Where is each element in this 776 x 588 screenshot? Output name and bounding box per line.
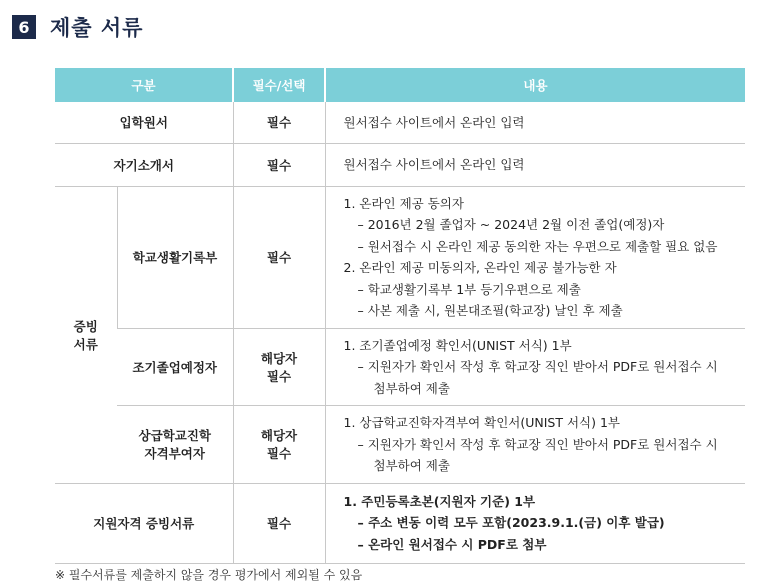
- table-header-row: [55, 68, 745, 102]
- content-line: – 2016년 2월 졸업자 ~ 2024년 2월 이전 졸업(예정)자: [357, 217, 665, 232]
- row-content: 원서접수 사이트에서 온라인 입력: [325, 102, 745, 143]
- footnote: ※ 필수서류를 제출하지 않을 경우 평가에서 제외될 수 있음: [55, 568, 363, 582]
- table-row: [55, 186, 745, 328]
- row-content: 원서접수 사이트에서 온라인 입력: [325, 143, 745, 186]
- content-line: 첨부하여 제출: [373, 458, 450, 473]
- content-line: – 원서접수 시 온라인 제공 동의한 자는 우편으로 제출할 필요 없음: [357, 238, 718, 254]
- row-label: 자기소개서: [55, 143, 233, 186]
- row-label: 입학원서: [55, 102, 233, 143]
- row-content: [325, 483, 745, 563]
- content-line: – 온라인 원서접수 시 PDF로 첨부: [357, 536, 547, 552]
- group-label: 증빙 서류: [55, 186, 117, 483]
- row-content: [325, 186, 745, 328]
- table-row: [55, 143, 745, 186]
- row-required: 해당자 필수: [233, 406, 325, 484]
- row-content: [325, 328, 745, 406]
- header-content: 내용: [325, 68, 745, 102]
- content-line: 1. 조기졸업예정 확인서(UNIST 서식) 1부: [343, 337, 572, 353]
- content-line: 1. 상급학교진학자격부여 확인서(UNIST 서식) 1부: [343, 415, 620, 430]
- content-line: 2. 온라인 제공 미동의자, 온라인 제공 불가능한 자: [343, 260, 617, 275]
- row-required: 해당자 필수: [233, 328, 325, 406]
- row-required: 필수: [233, 186, 325, 328]
- row-required: 필수: [233, 483, 325, 563]
- content-line: – 주소 변동 이력 모두 포함(2023.9.1.(금) 이후 발급): [357, 515, 665, 531]
- content-line: – 지원자가 확인서 작성 후 학교장 직인 받아서 PDF로 원서접수 시: [357, 436, 718, 452]
- section-number: 6: [12, 15, 36, 39]
- table-row: [55, 406, 745, 484]
- table-row: [55, 102, 745, 143]
- table-row: [55, 483, 745, 563]
- row-label: 지원자격 증빙서류: [55, 483, 233, 563]
- row-required: 필수: [233, 102, 325, 143]
- content-line: 1. 주민등록초본(지원자 기준) 1부: [343, 493, 536, 509]
- row-label: 학교생활기록부: [117, 186, 233, 328]
- row-content: [325, 406, 745, 484]
- content-line: 첨부하여 제출: [373, 380, 450, 396]
- table-row: [55, 328, 745, 406]
- section-title: 제출 서류: [50, 16, 144, 40]
- content-line: – 사본 제출 시, 원본대조필(학교장) 날인 후 제출: [357, 303, 623, 318]
- row-label: 상급학교진학 자격부여자: [117, 406, 233, 484]
- row-label: 조기졸업예정자: [117, 328, 233, 406]
- section-heading: [12, 12, 143, 42]
- header-category: 구분: [55, 68, 233, 102]
- content-line: – 학교생활기록부 1부 등기우편으로 제출: [357, 281, 581, 297]
- content-line: – 지원자가 확인서 작성 후 학교장 직인 받아서 PDF로 원서접수 시: [357, 359, 718, 374]
- content-line: 1. 온라인 제공 동의자: [343, 195, 464, 211]
- row-required: 필수: [233, 143, 325, 186]
- documents-table: [55, 68, 745, 564]
- header-required: 필수/선택: [233, 68, 325, 102]
